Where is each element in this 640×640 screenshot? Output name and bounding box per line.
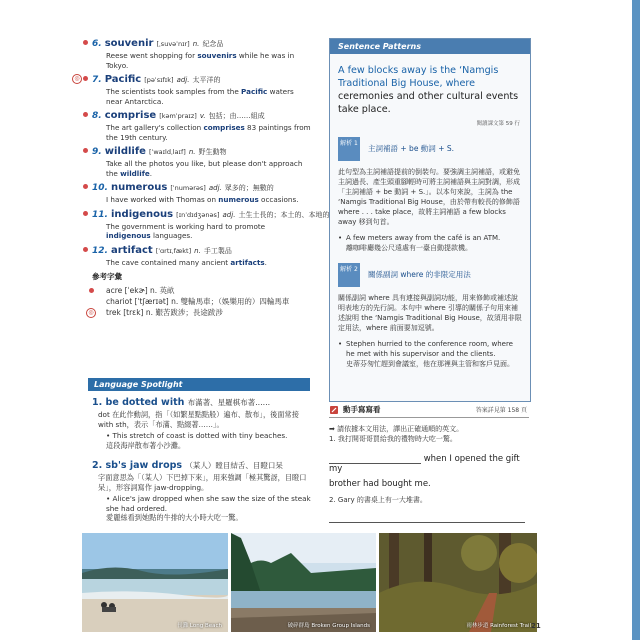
vocab-meaning: 野生動物: [198, 148, 227, 156]
photo-caption-2: 破碎群島 Broken Group Islands: [287, 623, 370, 629]
vocab-item: [74, 74, 312, 106]
vocab-head: [92, 208, 330, 221]
vocab-meaning: 太平洋的: [192, 76, 221, 84]
practice-q1-part-b: brother had bought me.: [329, 479, 431, 489]
vocab-number: 11.: [92, 209, 108, 220]
vocab-pronunciation: [ˈwaɪldˌlaɪf]: [149, 148, 186, 156]
vocab-pos: n.: [194, 246, 201, 255]
long-beach-image: [82, 533, 228, 632]
reference-item: [92, 296, 312, 307]
analysis-1: [338, 137, 530, 163]
practice-q1-line1: [329, 454, 529, 474]
reference-item: [88, 307, 312, 318]
vocab-example: [92, 222, 312, 241]
vocab-pos: n.: [192, 40, 200, 48]
vocab-head: [92, 182, 312, 194]
vocab-example: [92, 195, 312, 205]
reference-item: [92, 285, 312, 296]
practice-title: 動手寫寫看: [343, 405, 381, 414]
photo-caption-1: 長灘 Long Beach: [177, 623, 222, 629]
vocab-number: 6.: [92, 39, 102, 49]
vocab-example: [92, 258, 312, 268]
analysis-2-ex-en: Stephen hurried to the conference room, where he met with his supervisor and the clients.: [346, 340, 513, 358]
vocab-example: [92, 87, 312, 106]
analysis-2-title: 關係副詞 where 的非限定用法: [368, 270, 471, 279]
reference-text: trek [trɛk] n. 艱苦跋涉；長途跋涉: [106, 308, 223, 317]
analysis-2-ex-zh: 史蒂芬匆忙趕到會議室，他在那裡與主管和客戶見面。: [346, 360, 514, 368]
vocab-example-keyword: indigenous: [106, 231, 151, 240]
audio-icon: ◎: [72, 74, 82, 84]
vocab-word: comprise: [104, 110, 157, 121]
vocab-number: 8.: [92, 111, 102, 121]
vocab-example-text: The government is working hard to promote: [106, 221, 266, 231]
vocab-example-text: Take all the photos you like, but please don't approach the: [106, 159, 303, 178]
bullet-icon: [83, 148, 88, 153]
vocab-head: [92, 38, 312, 50]
practice-q1: 1. 我打開哥哥買給我的禮物時大吃一驚。: [329, 435, 457, 443]
audio-icon: ◎: [86, 308, 96, 318]
vocab-word: wildlife: [104, 146, 146, 157]
reference-text: chariot [ˈtʃærɪət] n. 雙輪馬車；（娛樂用的）四輪馬車: [106, 297, 290, 306]
pencil-icon: [329, 405, 339, 415]
spotlight-2-ex-zh: 愛麗絲看到她點的牛排的大小時大吃一驚。: [106, 513, 243, 522]
lead-part-a: A few blocks away is the ‘Namgis Traditional Big House,: [338, 65, 499, 89]
spotlight-item-2: [92, 460, 312, 523]
vocab-item: [92, 182, 312, 205]
bullet-icon: [83, 40, 88, 45]
vocab-example-text: Reese went shopping for: [106, 51, 198, 60]
vocab-example-keyword: artifacts: [230, 257, 265, 267]
photo-broken-group: [231, 533, 376, 632]
vocab-example-text: occasions.: [258, 195, 299, 204]
vocab-number: 10.: [92, 183, 108, 193]
vocab-item: [92, 146, 312, 178]
analysis-1-ex-zh: 離咖啡廳幾公尺遠處有一臺自動提款機。: [346, 244, 472, 252]
sentence-source: 閱讀課文第 59 行: [476, 121, 520, 127]
photo-strip: [82, 533, 537, 632]
bullet-icon: [83, 211, 88, 216]
bullet-icon: [89, 288, 94, 293]
answer-blank-1[interactable]: [329, 454, 421, 464]
vocab-example-text: languages.: [150, 231, 193, 240]
page-edge-strip: [632, 0, 640, 640]
vocab-pronunciation: [ˈɑrtɪˌfækt]: [155, 246, 192, 255]
lead-part-c: ceremonies and other cultural events take place.: [338, 91, 519, 115]
vocab-example-text: .: [264, 257, 267, 267]
photo-caption-3: 雨林步道 Rainforest Trail: [466, 623, 531, 629]
practice-q2: 2. Gary 的書桌上有一大堆書。: [329, 496, 427, 504]
practice-body: [329, 424, 529, 523]
spotlight-1-ex-en: This stretch of coast is dotted with tiny beaches.: [112, 431, 288, 440]
vocab-example-keyword: Pacific: [241, 87, 268, 96]
spotlight-2-example: • Alice's jaw dropped when she saw the size of the steak she had ordered. 愛麗絲看到她點的牛排的大小時大吃一驚。: [106, 494, 311, 522]
analysis-1-paragraph: 此句型為主詞補語提前的倒裝句。要強調主詞補語，或避免主詞過長、產生頭重腳輕時可將主詞補語與主詞對調，形成「主詞補語 + be 動詞 + S.」。以本句來說，主詞為 the ‘Namgis Traditional Big House，由於帶有較長的修飾語 where . . . take place，故將主詞補語 a few blocks away 移到句首。: [338, 168, 520, 226]
vocab-example-text: waters near Antarctica.: [106, 87, 294, 106]
vocab-item: [92, 38, 312, 70]
bullet-icon: [83, 247, 88, 252]
analysis-2-example: [330, 339, 530, 369]
vocab-word: Pacific: [104, 74, 142, 85]
vocab-head: [92, 74, 312, 86]
vocab-word: numerous: [110, 182, 168, 193]
vocab-number: 7.: [92, 75, 102, 85]
analysis-1-title: 主詞補語 + be 動詞 + S.: [368, 144, 455, 153]
vocab-meaning: 手工製品: [203, 246, 232, 255]
spotlight-2-zh: （某人）瞠目結舌、目瞪口呆: [185, 461, 283, 470]
spotlight-2-ex-en: Alice's jaw dropped when she saw the size of the steak she had ordered.: [106, 494, 311, 513]
bullet-icon: [83, 112, 88, 117]
vocab-example-text: .: [149, 168, 153, 178]
vocab-item: [92, 208, 330, 241]
practice-q1-part-a: when I opened the gift my: [329, 454, 520, 474]
vocab-example-keyword: numerous: [218, 195, 259, 204]
vocab-example-text: The scientists took samples from the: [106, 87, 242, 96]
practice-header: [329, 404, 529, 418]
vocab-example-text: I have worked with Thomas on: [106, 195, 219, 204]
vocab-example-keyword: wildlife: [120, 168, 150, 178]
analysis-1-label: 解析 1: [338, 137, 360, 161]
vocab-example: [92, 159, 312, 178]
vocab-pronunciation: [kəmˈpraɪz]: [159, 112, 197, 120]
vocab-word: souvenir: [104, 38, 154, 49]
vocab-pronunciation: [ˈnumərəs]: [170, 184, 206, 192]
spotlight-2-title: 2. sb's jaw drops: [92, 460, 183, 471]
spotlight-1-ex-zh: 這段海岸散布著小沙灘。: [106, 440, 186, 450]
spotlight-2-text: 字面意思為「（某人）下巴掉下來」，用來強調「極其驚訝，目瞪口呆」，形容詞寫作 jaw-dropping。: [98, 473, 307, 492]
vocab-number: 9.: [92, 147, 102, 157]
analysis-2-paragraph: 關係副詞 where 具有連接與副詞功能，用來修飾或補述說明表地方的先行詞。本句中 where 引導的關係子句用來補述說明 the ‘Namgis Traditional Big House，故須用非限定用法，where 前面要加逗號。: [338, 294, 522, 332]
analysis-1-example: [330, 233, 530, 253]
practice-instruction-text: 請依據本文用法，譯出正確通順的英文。: [337, 425, 464, 433]
answer-blank-2[interactable]: [329, 513, 525, 523]
sentence-patterns-header: Sentence Patterns: [330, 39, 530, 54]
spotlight-item-1: [92, 397, 312, 450]
reference-title: 參考字彙: [92, 272, 122, 281]
spotlight-1-example: • This stretch of coast is dotted with tiny beaches. 這段海岸散布著小沙灘。: [106, 431, 288, 450]
broken-group-image: [231, 533, 376, 632]
reference-text: acre [ˈekɚ] n. 英畝: [106, 286, 175, 295]
vocab-example-text: while he was in Tokyo.: [106, 51, 295, 70]
practice-q2-line: [329, 513, 529, 523]
analysis-2-label: 解析 2: [338, 263, 360, 287]
vocab-example: [92, 123, 312, 142]
vocab-item: [92, 245, 312, 268]
vocab-pos: adj.: [176, 76, 190, 84]
lead-where: where: [445, 78, 476, 89]
sentence-lead: [330, 54, 530, 116]
practice-instruction: ➡ 請依據本文用法，譯出正確通順的英文。: [329, 425, 464, 433]
vocab-meaning: 包括；由……組成: [208, 112, 265, 120]
vocab-meaning: 紀念品: [202, 40, 224, 48]
photo-long-beach: [82, 533, 228, 632]
vocab-example-text: The art gallery's collection: [106, 123, 204, 132]
vocab-list: [74, 38, 330, 318]
vocab-example-keyword: souvenirs: [197, 51, 237, 60]
vocab-pos: adj.: [222, 210, 236, 219]
vocab-pronunciation: [ˌsuvəˈnɪr]: [156, 40, 190, 48]
vocab-word: indigenous: [110, 208, 174, 220]
vocab-example-keyword: comprises: [203, 123, 245, 132]
vocab-example-text: 83 paintings from the 19th century.: [106, 123, 311, 142]
practice-answer-ref: 答案詳見第 158 頁: [475, 407, 527, 414]
analysis-2: [338, 263, 530, 289]
language-spotlight-header: Language Spotlight: [88, 378, 310, 391]
vocab-number: 12.: [92, 245, 108, 256]
spotlight-1-title: 1. be dotted with: [92, 397, 185, 408]
photo-rainforest-trail: [379, 533, 537, 632]
vocab-word: artifact: [110, 244, 153, 256]
sentence-patterns-box: [329, 38, 531, 402]
vocab-example-text: The cave contained many ancient: [106, 257, 231, 267]
vocab-pos: v.: [199, 112, 206, 120]
vocab-example: [92, 51, 312, 70]
vocab-pos: n.: [188, 148, 196, 156]
vocab-head: [92, 245, 312, 257]
vocab-head: [92, 146, 312, 158]
vocab-meaning: 眾多的；無數的: [224, 184, 274, 192]
bullet-icon: [83, 76, 88, 81]
vocab-meaning: 土生土長的；本土的、本地的: [238, 210, 330, 219]
page-number: 21: [531, 622, 541, 630]
vocab-pronunciation: [pəˈsɪfɪk]: [144, 76, 174, 84]
rainforest-trail-image: [379, 533, 537, 632]
spotlight-1-zh: 布滿著、星羅棋布著……: [187, 398, 271, 407]
vocab-pos: adj.: [208, 184, 222, 192]
vocab-pronunciation: [ɪnˈdɪdʒənəs]: [176, 210, 220, 219]
spotlight-1-text: dot 在此作動詞，指「（如繁星點點般）遍布、散布」，後面常接 with sth，表示「布滿、點綴著……」。: [98, 410, 299, 429]
bullet-icon: [83, 184, 88, 189]
analysis-1-ex-en: A few meters away from the café is an ATM.: [346, 234, 501, 242]
vocab-item: [92, 110, 312, 142]
vocab-head: [92, 110, 312, 122]
